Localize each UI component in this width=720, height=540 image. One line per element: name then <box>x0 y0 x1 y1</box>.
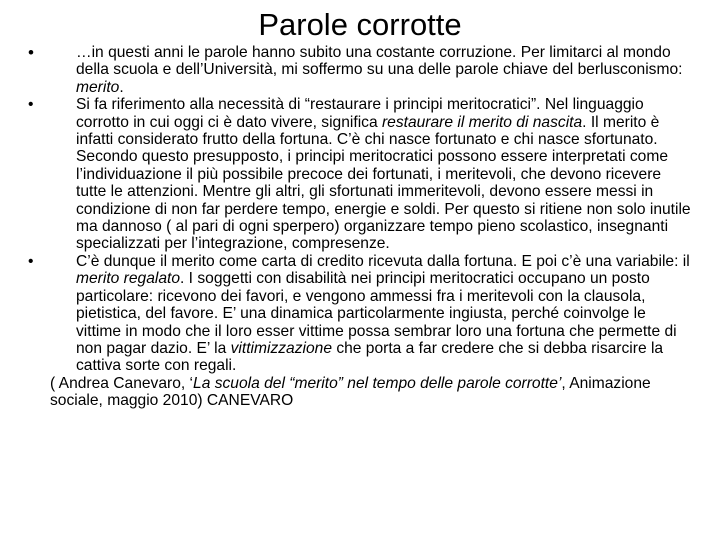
paragraph-2-text-b: . Il merito è infatti considerato frutto della fortuna. C’è chi nasce fortunato e chi nasce sfortunato. Secondo questo presupposto, i principi meritocratici possono essere interpretati come l’individuazione il più possibile precoce dei fortunati, i meritevoli, che devono ricevere tutte le attenzioni. Mentre gli altri, gli sfortunati immeritevoli, devono essere messi in condizione di non far perdere tempo, energie e soldi. Per questo si ritiene non solo inutile ma dannoso ( al pari di ogni sperpero) organizzare tempo pieno scolastico, insegnanti specializzati per l’integrazione, compresenze. <box>76 113 691 253</box>
bullet-marker: • <box>28 96 34 114</box>
paragraph-3-text-c: che porta a far credere che si debba risarcire la cattiva sorte con regali. <box>76 339 664 375</box>
bullet-paragraph-2 <box>28 96 692 253</box>
slide-body <box>28 44 692 410</box>
paragraph-2-italic: restaurare il merito di nascita <box>381 113 583 131</box>
paragraph-2-text-a: Si fa riferimento alla necessità di “restaurare i principi meritocratici”. Nel linguaggio corrotto in cui oggi ci è dato vivere, significa <box>76 96 644 131</box>
citation-text-a: ( Andrea Canevaro, ‘ <box>50 374 194 392</box>
paragraph-3-italic-b: vittimizzazione <box>230 339 332 357</box>
paragraph-3-italic-a: merito regalato <box>76 270 181 288</box>
slide-title: Parole corrotte <box>258 7 462 42</box>
paragraph-3-text-a: C’è dunque il merito come carta di credito ricevuta dalla fortuna. E poi c’è una variabile: il <box>76 252 690 270</box>
paragraph-1-text-a: …in questi anni le parole hanno subito una costante corruzione. Per limitarci al mondo della scuola e dell’Università, mi soffermo su una delle parole chiave del berlusconismo: <box>76 44 683 79</box>
bullet-marker: • <box>28 43 34 62</box>
bullet-marker: • <box>28 252 34 270</box>
citation-italic: La scuola del “merito” nel tempo delle parole corrotte’ <box>193 374 562 392</box>
citation <box>28 375 692 410</box>
bullet-paragraph-3 <box>28 253 692 375</box>
paragraph-1-text-b: . <box>119 78 124 96</box>
bullet-paragraph-1 <box>28 44 692 96</box>
paragraph-3-text-b: . I soggetti con disabilità nei principi meritocratici occupano un posto particolare: ricevono dei favori, e vengono ammessi fra i meritevoli con la clausola, pietistica, del favore. E’ una dinamica particolarmente ingiusta, perché coinvolge le vittime in modo che il loro esser vittime possa sembrar loro una fortuna che permette di non pagar dazio. E’ la <box>76 270 677 357</box>
paragraph-1-italic: merito <box>76 78 120 96</box>
citation-text-b: , Animazione sociale, maggio 2010) CANEVARO <box>50 374 651 410</box>
